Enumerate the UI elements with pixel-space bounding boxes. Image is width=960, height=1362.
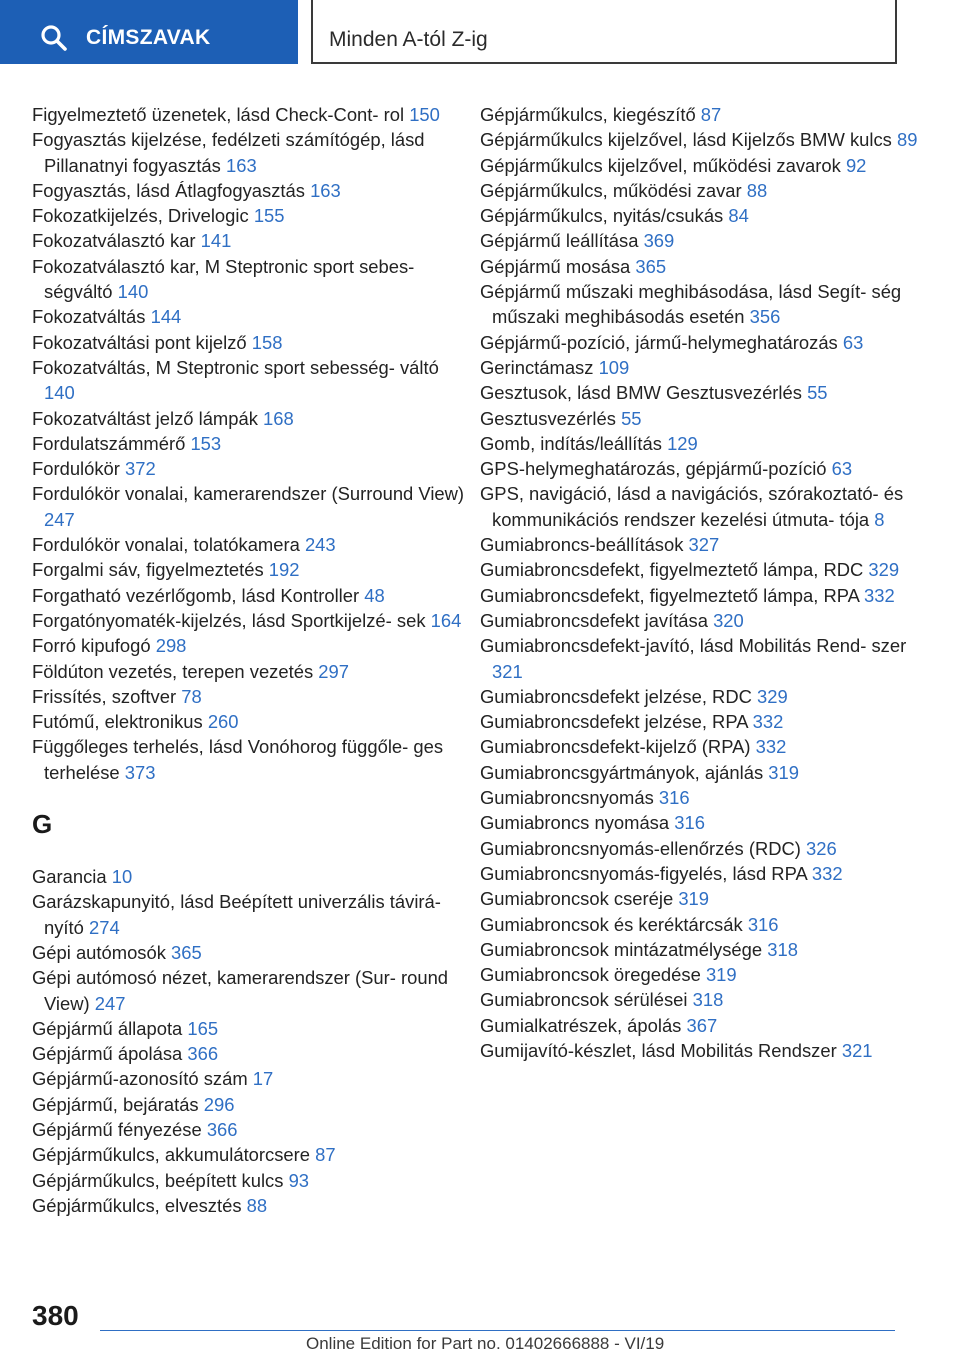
index-entry [32, 583, 472, 608]
index-entry [32, 228, 472, 253]
page-reference-link[interactable]: 319 [705, 964, 737, 986]
index-entry [32, 940, 472, 965]
index-entry [32, 304, 472, 329]
page-reference-link[interactable]: 163 [225, 154, 257, 176]
index-entry [32, 1066, 472, 1091]
page-reference-link[interactable]: 297 [318, 660, 349, 682]
index-entry [480, 886, 930, 911]
index-entry-text: Figyelmeztető üzenetek, lásd Check-Cont- rol [32, 104, 405, 125]
index-entry [32, 481, 472, 532]
index-entry-text: Gumiabroncsok öregedése [480, 964, 701, 986]
page-reference-link[interactable]: 367 [686, 1014, 718, 1036]
page-reference-link[interactable]: 17 [252, 1068, 274, 1090]
index-entry-text: Gépi autómosó nézet, kamerarendszer (Sur- round View) [32, 967, 449, 1014]
page-reference-link[interactable]: 318 [692, 989, 724, 1011]
index-entry-text: Gépjármű, bejáratás [32, 1093, 199, 1115]
index-entry [480, 532, 930, 557]
index-entry [480, 608, 930, 633]
index-entry-text: Forgatható vezérlőgomb, lásd Kontroller [32, 584, 360, 606]
tab-keywords-label: CÍMSZAVAK [86, 26, 211, 49]
section-letter: G [32, 809, 53, 840]
index-entry [32, 557, 472, 582]
index-entry [32, 254, 472, 305]
index-entry [32, 456, 472, 481]
page-reference-link[interactable]: 321 [492, 660, 523, 682]
index-entry-text: Fokozatkijelzés, Drivelogic [32, 205, 249, 227]
index-entry [480, 861, 930, 886]
page-reference-link[interactable]: 321 [841, 1039, 873, 1061]
index-group-g-continued [480, 102, 930, 1063]
index-entry-text: Gépjárműkulcs, elvesztés [32, 1194, 242, 1216]
index-entry [32, 1041, 472, 1066]
index-entry-text: Gépjárműkulcs, beépített kulcs [32, 1169, 284, 1191]
index-entry-text: Gumiabroncsnyomás-figyelés, lásd RPA [480, 862, 807, 884]
index-entry [32, 659, 472, 684]
index-entry [480, 987, 930, 1012]
index-entry [480, 330, 930, 355]
index-entry-text: Gumiabroncsok sérülései [480, 989, 688, 1011]
page-reference-link[interactable]: 192 [268, 559, 300, 581]
index-entry-text: Gumiabroncsnyomás [480, 787, 654, 809]
index-entry-text: Gumialkatrészek, ápolás [480, 1014, 682, 1036]
index-entry [480, 355, 930, 380]
page-reference-link[interactable]: 316 [658, 787, 690, 809]
page-reference-link[interactable]: 372 [125, 458, 156, 480]
edition-footer: Online Edition for Part no. 01402666888 - VI/19 [306, 1334, 665, 1353]
index-entry [480, 937, 930, 962]
index-entry [480, 962, 930, 987]
index-entry [32, 1016, 472, 1041]
index-entry-text: Függőleges terhelés, lásd Vonóhorog függőle- ges terhelése [32, 736, 444, 783]
page-reference-link[interactable]: 316 [747, 913, 779, 935]
page-reference-link[interactable]: 78 [181, 685, 202, 707]
index-entry [480, 684, 930, 709]
page-reference-link[interactable]: 168 [263, 407, 294, 429]
page-reference-link[interactable]: 153 [190, 432, 222, 454]
page-reference-link[interactable]: 141 [200, 230, 232, 252]
index-entry [32, 330, 472, 355]
index-entry-text: Gumiabroncsdefekt-javító, lásd Mobilitás Rend- szer [480, 635, 907, 657]
page-reference-link[interactable]: 365 [171, 941, 202, 963]
index-entry-text: Gumiabroncsgyártmányok, ajánlás [480, 761, 764, 783]
index-entry [32, 684, 472, 709]
index-entry-text: Gépjárműkulcs, működési zavar [480, 179, 742, 201]
index-entry-text: Forgatónyomaték-kijelzés, lásd Sportkijelzé- sek [32, 609, 426, 631]
page-reference-link[interactable]: 63 [842, 331, 864, 353]
page-reference-link[interactable]: 87 [315, 1144, 336, 1166]
index-entry-text: Gumiabroncsnyomás-ellenőrzés (RDC) [480, 837, 801, 859]
index-entry-text: Gumiabroncsdefekt, figyelmeztető lámpa, RDC [480, 559, 864, 581]
index-entry [32, 102, 472, 127]
page-reference-link[interactable]: 109 [598, 356, 630, 378]
page-reference-link[interactable]: 144 [150, 306, 182, 328]
index-entry-text: Futómű, elektronikus [32, 711, 203, 733]
index-group-f [32, 102, 472, 785]
index-entry [480, 279, 930, 330]
index-entry [480, 734, 930, 759]
index-entry-text: Gumiabroncsdefekt-kijelző (RPA) [480, 736, 751, 758]
index-entry-text: Gépjárműkulcs, nyitás/csukás [480, 205, 724, 227]
index-entry [32, 431, 472, 456]
index-entry-text: Gumijavító-készlet, lásd Mobilitás Rendszer [480, 1039, 837, 1061]
index-column-right [480, 102, 930, 1063]
index-entry-text: Gépjármű-pozíció, jármű-helymeghatározás [480, 331, 838, 353]
page-reference-link[interactable]: 332 [811, 862, 843, 884]
page-reference-link[interactable]: 247 [94, 992, 126, 1014]
page-reference-link[interactable]: 327 [688, 534, 720, 556]
index-entry [480, 254, 930, 279]
index-entry [32, 608, 472, 633]
index-entry-text: Gumiabroncs-beállítások [480, 534, 684, 556]
breadcrumb[interactable] [311, 0, 897, 64]
footer-divider [100, 1330, 895, 1331]
index-entry [480, 380, 930, 405]
index-entry [480, 203, 930, 228]
page-reference-link[interactable]: 316 [674, 812, 705, 834]
index-entry [480, 1013, 930, 1038]
index-entry-text: Gomb, indítás/leállítás [480, 432, 662, 454]
page-reference-link[interactable]: 274 [89, 916, 120, 938]
page-reference-link[interactable]: 163 [310, 179, 341, 201]
index-entry-text: Gumiabroncsdefekt jelzése, RDC [480, 685, 752, 707]
index-entry-text: Gerinctámasz [480, 356, 594, 378]
page-reference-link[interactable]: 329 [868, 559, 900, 581]
page-reference-link[interactable]: 329 [757, 685, 788, 707]
index-entry-text: Fokozatváltás [32, 306, 146, 328]
index-entry [32, 1168, 472, 1193]
index-entry [32, 1092, 472, 1117]
page-reference-link[interactable]: 158 [251, 331, 283, 353]
page-reference-link[interactable]: 10 [111, 866, 133, 888]
page-reference-link[interactable]: 89 [897, 129, 918, 151]
index-entry [32, 355, 472, 406]
index-entry-text: Gumiabroncsok cseréje [480, 888, 674, 910]
index-entry [32, 633, 472, 658]
page-reference-link[interactable]: 140 [117, 281, 149, 303]
index-entry-text: Gépjármű állapota [32, 1017, 183, 1039]
index-entry [480, 406, 930, 431]
index-entry-text: GPS, navigáció, lásd a navigációs, szórakoztató- és kommunikációs rendszer kezelési útmuta- tója [480, 483, 904, 530]
page-reference-link[interactable]: 318 [767, 938, 798, 960]
page-reference-link[interactable]: 140 [44, 382, 75, 404]
index-entry-text: Forgalmi sáv, figyelmeztetés [32, 559, 264, 581]
page-reference-link[interactable]: 326 [806, 837, 837, 859]
index-entry-text: Fokozatváltási pont kijelző [32, 331, 247, 353]
page-reference-link[interactable]: 8 [874, 508, 885, 530]
index-entry [480, 456, 930, 481]
index-entry-text: Garázskapunyitó, lásd Beépített univerzális távirá- nyító [32, 891, 441, 938]
index-entry [32, 532, 472, 557]
index-entry [32, 406, 472, 431]
page-reference-link[interactable]: 63 [831, 458, 853, 480]
index-entry-text: Fokozatváltás, M Steptronic sport sebesség- váltó [32, 356, 439, 378]
page-number: 380 [32, 1300, 79, 1331]
page-reference-link[interactable]: 55 [807, 382, 828, 404]
index-entry-text: Gépjárműkulcs kijelzővel, lásd Kijelzős BMW kulcs [480, 129, 892, 151]
index-entry-text: Gesztusvezérlés [480, 407, 616, 429]
index-entry-text: Gumiabroncs nyomása [480, 812, 670, 834]
page-reference-link[interactable]: 320 [713, 609, 744, 631]
index-entry-text: Frissítés, szoftver [32, 685, 177, 707]
index-entry [32, 127, 472, 178]
page-reference-link[interactable]: 296 [203, 1093, 235, 1115]
index-entry-text: Földúton vezetés, terepen vezetés [32, 660, 314, 682]
index-entry-text: Gépjárműkulcs, akkumulátorcsere [32, 1144, 311, 1166]
index-entry [480, 633, 930, 684]
page-reference-link[interactable]: 243 [304, 534, 336, 556]
index-entry-text: Fokozatváltást jelző lámpák [32, 407, 258, 429]
index-entry [480, 760, 930, 785]
page-reference-link[interactable]: 332 [864, 584, 895, 606]
index-entry-text: Gumiabroncsok mintázatmélysége [480, 938, 763, 960]
index-entry [480, 102, 930, 127]
breadcrumb-label: Minden A-tól Z-ig [329, 28, 488, 51]
page-reference-link[interactable]: 373 [124, 761, 156, 783]
index-entry [32, 178, 472, 203]
index-entry [480, 481, 930, 532]
index-entry-text: Gépjárműkulcs, kiegészítő [480, 104, 696, 125]
index-entry-text: Gumiabroncsdefekt, figyelmeztető lámpa, RPA [480, 584, 859, 606]
page-reference-link[interactable]: 319 [678, 888, 709, 910]
index-group-g [32, 864, 472, 1218]
index-entry-text: Gépjármű fényezése [32, 1118, 202, 1140]
index-entry [480, 912, 930, 937]
index-entry-text: Gumiabroncsok és keréktárcsák [480, 913, 743, 935]
search-icon [40, 24, 68, 52]
index-entry [32, 1117, 472, 1142]
page-reference-link[interactable]: 319 [768, 761, 799, 783]
index-entry-text: Fokozatválasztó kar [32, 230, 196, 252]
index-entry [480, 583, 930, 608]
index-entry-text: Gépjármű ápolása [32, 1043, 183, 1065]
index-entry [32, 1193, 472, 1218]
page-reference-link[interactable]: 55 [621, 407, 642, 429]
index-entry-text: Fogyasztás, lásd Átlagfogyasztás [32, 179, 305, 201]
index-entry-text: Gépjármű leállítása [480, 230, 639, 252]
index-entry [480, 178, 930, 203]
page-reference-link[interactable]: 366 [206, 1118, 238, 1140]
tab-keywords[interactable] [0, 0, 298, 64]
index-entry-text: Fogyasztás kijelzése, fedélzeti számítógép, lásd Pillanatnyi fogyasztás [32, 129, 425, 176]
index-entry-text: Fordulatszámmérő [32, 432, 186, 454]
page-reference-link[interactable]: 150 [409, 104, 440, 125]
index-entry-text: Fokozatválasztó kar, M Steptronic sport sebes- ségváltó [32, 255, 415, 303]
page-reference-link[interactable]: 260 [207, 711, 239, 733]
index-entry-text: Gépi autómosók [32, 941, 166, 963]
index-entry-text: Gumiabroncsdefekt jelzése, RPA [480, 711, 748, 733]
index-entry [480, 153, 930, 178]
page-reference-link[interactable]: 129 [667, 432, 698, 454]
page-reference-link[interactable]: 247 [44, 508, 75, 530]
page-reference-link[interactable]: 332 [752, 711, 784, 733]
index-entry-text: Gépjármű-azonosító szám [32, 1068, 248, 1090]
index-entry-text: Gépjármű műszaki meghibásodása, lásd Segít- ség műszaki meghibásodás esetén [480, 281, 902, 328]
page-reference-link[interactable]: 369 [643, 230, 675, 252]
index-entry-text: Forró kipufogó [32, 635, 151, 657]
page-reference-link[interactable]: 366 [187, 1043, 219, 1065]
page-reference-link[interactable]: 88 [246, 1194, 268, 1216]
index-entry [32, 709, 472, 734]
page-reference-link[interactable]: 332 [755, 736, 787, 758]
index-entry-text: Fordulókör vonalai, tolatókamera [32, 534, 300, 556]
index-entry [32, 965, 472, 1016]
index-entry [32, 864, 472, 889]
index-entry [480, 127, 930, 152]
index-entry-text: Garancia [32, 866, 107, 888]
page-reference-link[interactable]: 298 [155, 635, 187, 657]
index-entry [32, 889, 472, 940]
index-entry [480, 810, 930, 835]
index-entry [480, 836, 930, 861]
page-reference-link[interactable]: 87 [700, 104, 722, 125]
index-column-left [32, 102, 472, 1218]
page-reference-link[interactable]: 365 [635, 255, 667, 277]
index-entry [480, 228, 930, 253]
index-entry-text: Fordulókör vonalai, kamerarendszer (Surround View) [32, 483, 465, 505]
index-entry [32, 1142, 472, 1167]
page-reference-link[interactable]: 84 [728, 205, 749, 227]
page-reference-link[interactable]: 48 [364, 584, 385, 606]
index-entry-text: Gépjárműkulcs kijelzővel, működési zavarok [480, 154, 841, 176]
index-entry [480, 1038, 930, 1063]
index-entry-text: GPS-helymeghatározás, gépjármű-pozíció [480, 458, 827, 480]
index-entry [32, 203, 472, 228]
index-entry-text: Fordulókör [32, 458, 120, 480]
index-entry [480, 709, 930, 734]
index-entry-text: Gépjármű mosása [480, 255, 631, 277]
page-reference-link[interactable]: 356 [749, 306, 781, 328]
index-entry-text: Gumiabroncsdefekt javítása [480, 609, 708, 631]
page-reference-link[interactable]: 93 [288, 1169, 310, 1191]
index-entry [32, 734, 472, 785]
page-reference-link[interactable]: 88 [746, 179, 768, 201]
page-reference-link[interactable]: 164 [430, 609, 462, 631]
index-entry [480, 785, 930, 810]
page-reference-link[interactable]: 155 [253, 205, 285, 227]
page-reference-link[interactable]: 165 [187, 1017, 219, 1039]
index-entry [480, 431, 930, 456]
page-reference-link[interactable]: 92 [845, 154, 867, 176]
index-entry [480, 557, 930, 582]
index-entry-text: Gesztusok, lásd BMW Gesztusvezérlés [480, 382, 802, 404]
